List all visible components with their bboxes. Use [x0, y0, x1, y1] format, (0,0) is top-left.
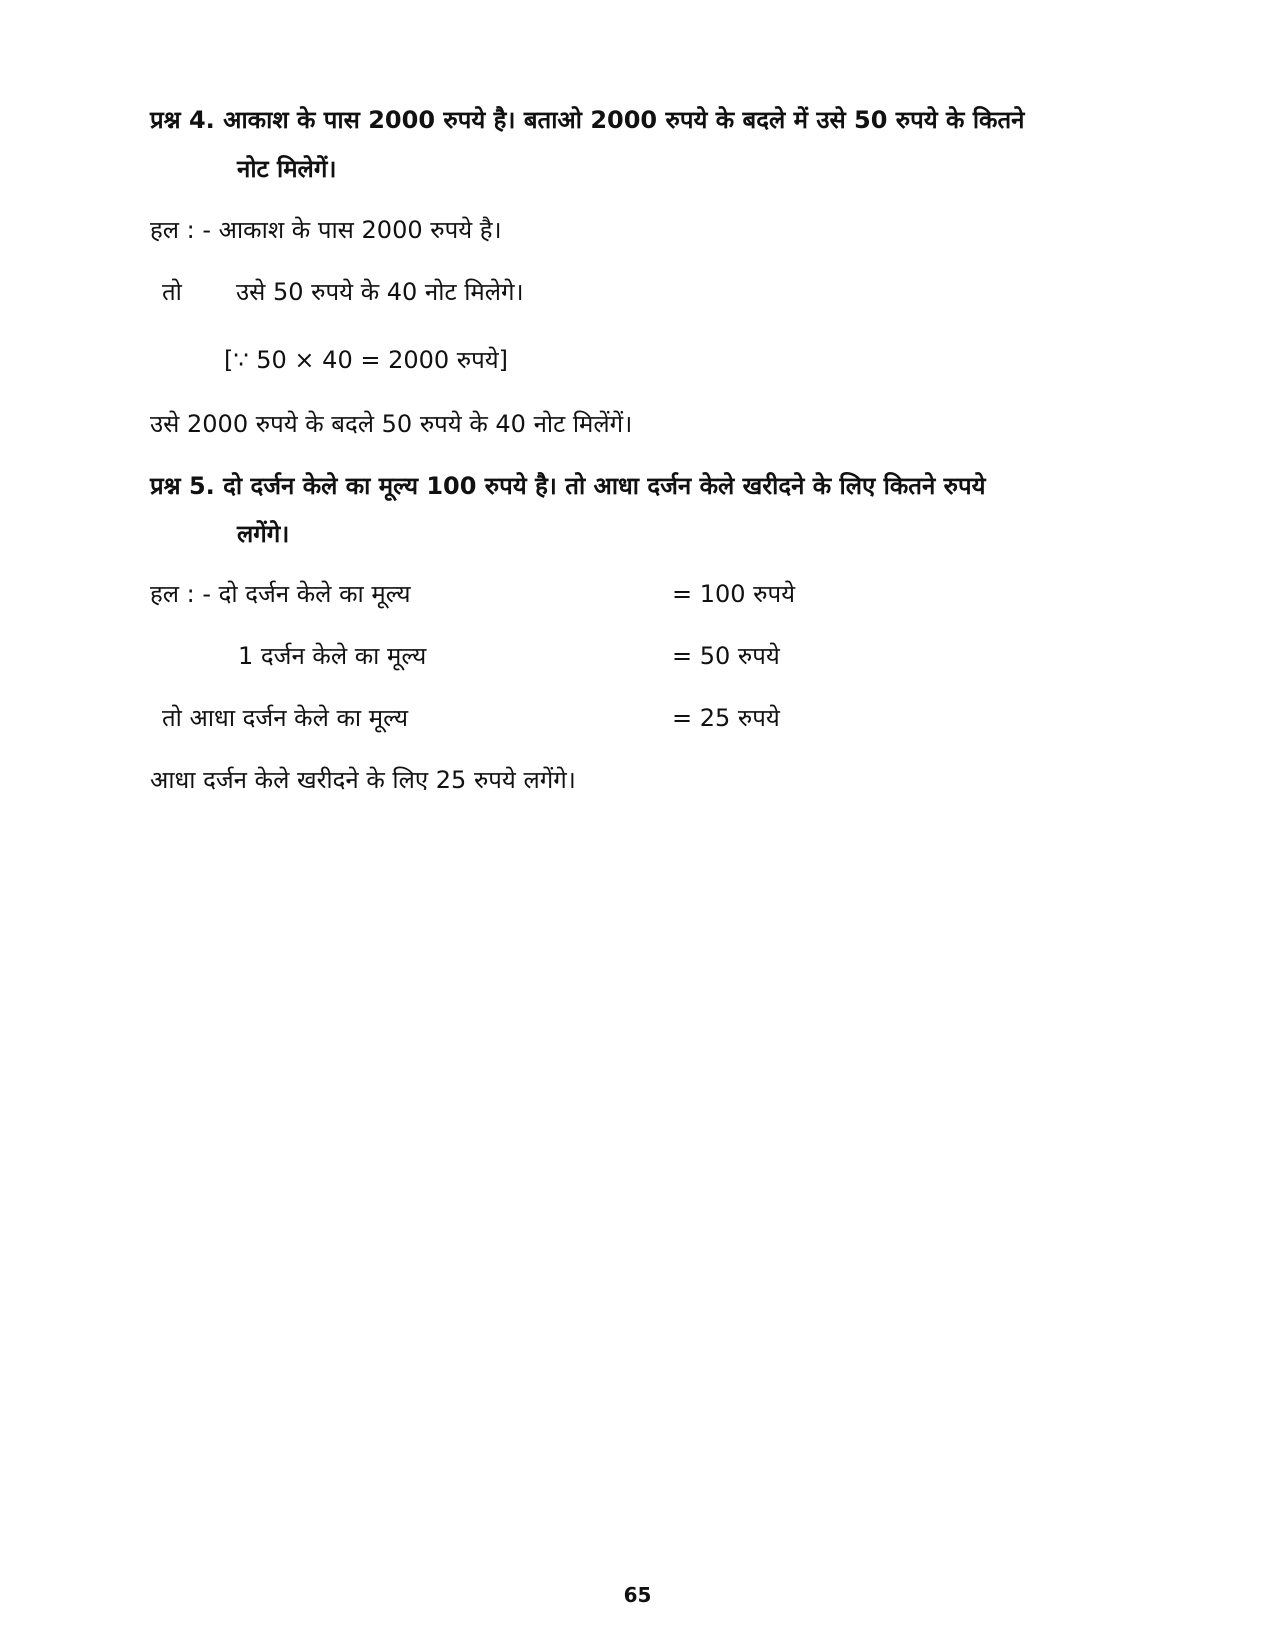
- solution-5-row-1: [150, 578, 1050, 610]
- question-5-line-2: लगेंगे।: [237, 520, 290, 548]
- question-5-line-1: प्रश्न 5. दो दर्जन केले का मूल्य 100 रुपये है। तो आधा दर्जन केले खरीदने के लिए कितने रुपये: [150, 472, 986, 500]
- solution-4-reason: [∵ 50 × 40 = 2000 रुपये]: [224, 346, 509, 374]
- solution-4-conclusion: उसे 2000 रुपये के बदले 50 रुपये के 40 नोट मिलेंगें।: [150, 410, 633, 438]
- solution-5-row-2-label: 1 दर्जन केले का मूल्य: [238, 642, 427, 670]
- solution-4-line-1: हल : - आकाश के पास 2000 रुपये है।: [150, 216, 502, 244]
- solution-5-row-3: [150, 702, 1050, 734]
- solution-5-row-2-value: = 50 रुपये: [672, 642, 780, 670]
- solution-5-row-3-label: तो आधा दर्जन केले का मूल्य: [162, 704, 409, 732]
- solution-5-row-2: [150, 640, 1050, 672]
- solution-5-row-3-value: = 25 रुपये: [672, 704, 780, 732]
- question-4-line-2: नोट मिलेगें।: [237, 155, 337, 183]
- solution-5-conclusion: आधा दर्जन केले खरीदने के लिए 25 रुपये लगेंगे।: [150, 766, 576, 794]
- question-4-line-1: प्रश्न 4. आकाश के पास 2000 रुपये है। बताओ 2000 रुपये के बदले में उसे 50 रुपये के कितने: [150, 106, 1025, 134]
- page-number: 65: [623, 1583, 652, 1607]
- solution-4-line-2: उसे 50 रुपये के 40 नोट मिलेगे।: [236, 278, 524, 306]
- solution-5-row-1-value: = 100 रुपये: [672, 580, 796, 608]
- solution-5-row-1-label: हल : - दो दर्जन केले का मूल्य: [150, 580, 411, 608]
- solution-4-to-label: तो: [162, 278, 182, 306]
